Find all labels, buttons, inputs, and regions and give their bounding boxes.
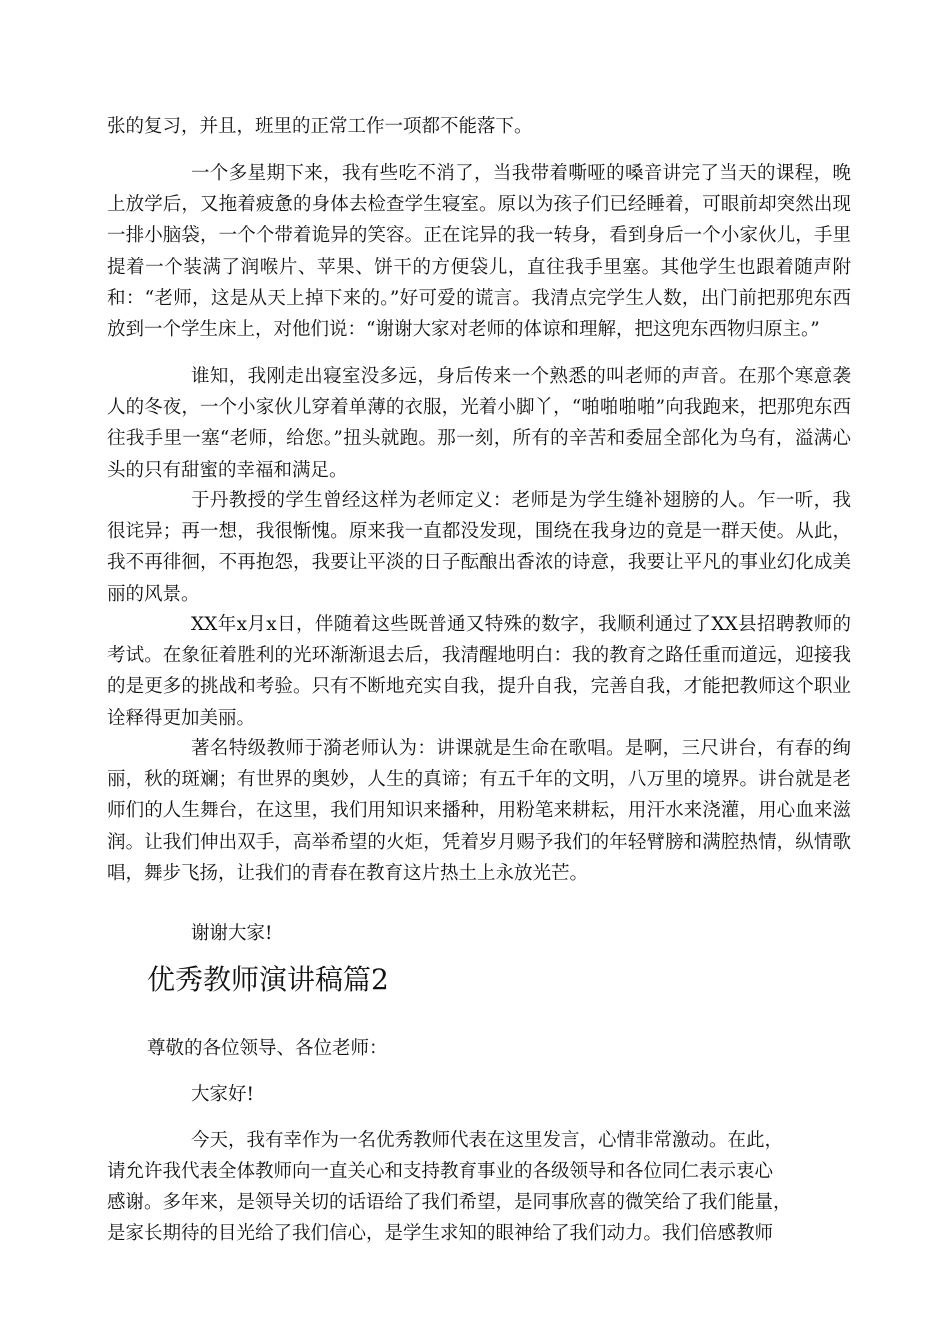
speech-intro-line: 请允许我代表全体教师向一直关心和支持教育事业的各级领导和各位同仁表示衷心 — [107, 1161, 774, 1182]
paragraph-podium: 著名特级教师于漪老师认为：讲课就是生命在歌唱。是啊，三尺讲台，有春的绚丽，秋的斑斓；有世界的奥妙，人生的真谛；有五千年的文明，八万里的境界。讲台就是老师们的人生舞台，在这里，我们用知识来播种，用粉笔来耕耘，用汗水来浇灌，用心血来滋润。让我们伸出双手，高举希望的火炬，凭着岁月赐予我们的年轻臂膀和满腔热情，纵情歌唱，舞步飞扬，让我们的青春在教育这片热土上永放光芒。 — [107, 738, 851, 884]
paragraph-angels: 于丹教授的学生曾经这样为老师定义：老师是为学生缝补翅膀的人。乍一听，我很诧异；再一想，我很惭愧。原来我一直都没发现，围绕在我身边的竟是一群天使。从此，我不再徘徊，不再抱怨，我要让平淡的日子酝酿出香浓的诗意，我要让平凡的事业幻化成美丽的风景。 — [107, 490, 851, 605]
section-heading: 优秀教师演讲稿篇2 — [147, 963, 389, 996]
salutation: 尊敬的各位领导、各位老师： — [147, 1038, 388, 1059]
speech-intro-line: 是家长期待的目光给了我们信心，是学生求知的眼神给了我们动力。我们倍感教师 — [107, 1223, 774, 1244]
closing-thanks: 谢谢大家! — [191, 923, 273, 944]
speech-intro-line: 感谢。多年来，是领导关切的话语给了我们希望，是同事欣喜的微笑给了我们能量， — [107, 1192, 792, 1213]
paragraph-exam: XX年x月x日，伴随着这些既普通又特殊的数字，我顺利通过了XX县招聘教师的考试。在象征着胜利的光环渐渐退去后，我清醒地明白：我的教育之路任重而道远，迎接我的是更多的挑战和考验。只有不断地充实自我，提升自我，完善自我，才能把教师这个职业诠释得更加美丽。 — [107, 614, 851, 729]
paragraph-dormitory-story: 一个多星期下来，我有些吃不消了，当我带着嘶哑的嗓音讲完了当天的课程，晚上放学后，又拖着疲惫的身体去检查学生寝室。原以为孩子们已经睡着，可眼前却突然出现一排小脑袋，一个个带着诡异的笑容。正在诧异的我一转身，看到身后一个小家伙儿，手里提着一个装满了润喉片、苹果、饼干的方便袋儿，直往我手里塞。其他学生也跟着随声附和：“老师，这是从天上掉下来的。”好可爱的谎言。我清点完学生人数，出门前把那兜东西放到一个学生床上，对他们说：“谢谢大家对老师的体谅和理解，把这兜东西物归原主。” — [107, 163, 851, 341]
speech-intro-line: 今天，我有幸作为一名优秀教师代表在这里发言，心情非常激动。在此， — [191, 1130, 784, 1151]
greeting: 大家好! — [191, 1084, 254, 1105]
paragraph-winter-night: 谁知，我刚走出寝室没多远，身后传来一个熟悉的叫老师的声音。在那个寒意袭人的冬夜，一个小家伙儿穿着单薄的衣服，光着小脚丫，“啪啪啪啪”向我跑来，把那兜东西往我手里一塞“老师，给您。”扭头就跑。那一刻，所有的辛苦和委屈全部化为乌有，溢满心头的只有甜蜜的幸福和满足。 — [107, 366, 851, 481]
paragraph-continuation: 张的复习，并且，班里的正常工作一项都不能落下。 — [107, 116, 533, 137]
